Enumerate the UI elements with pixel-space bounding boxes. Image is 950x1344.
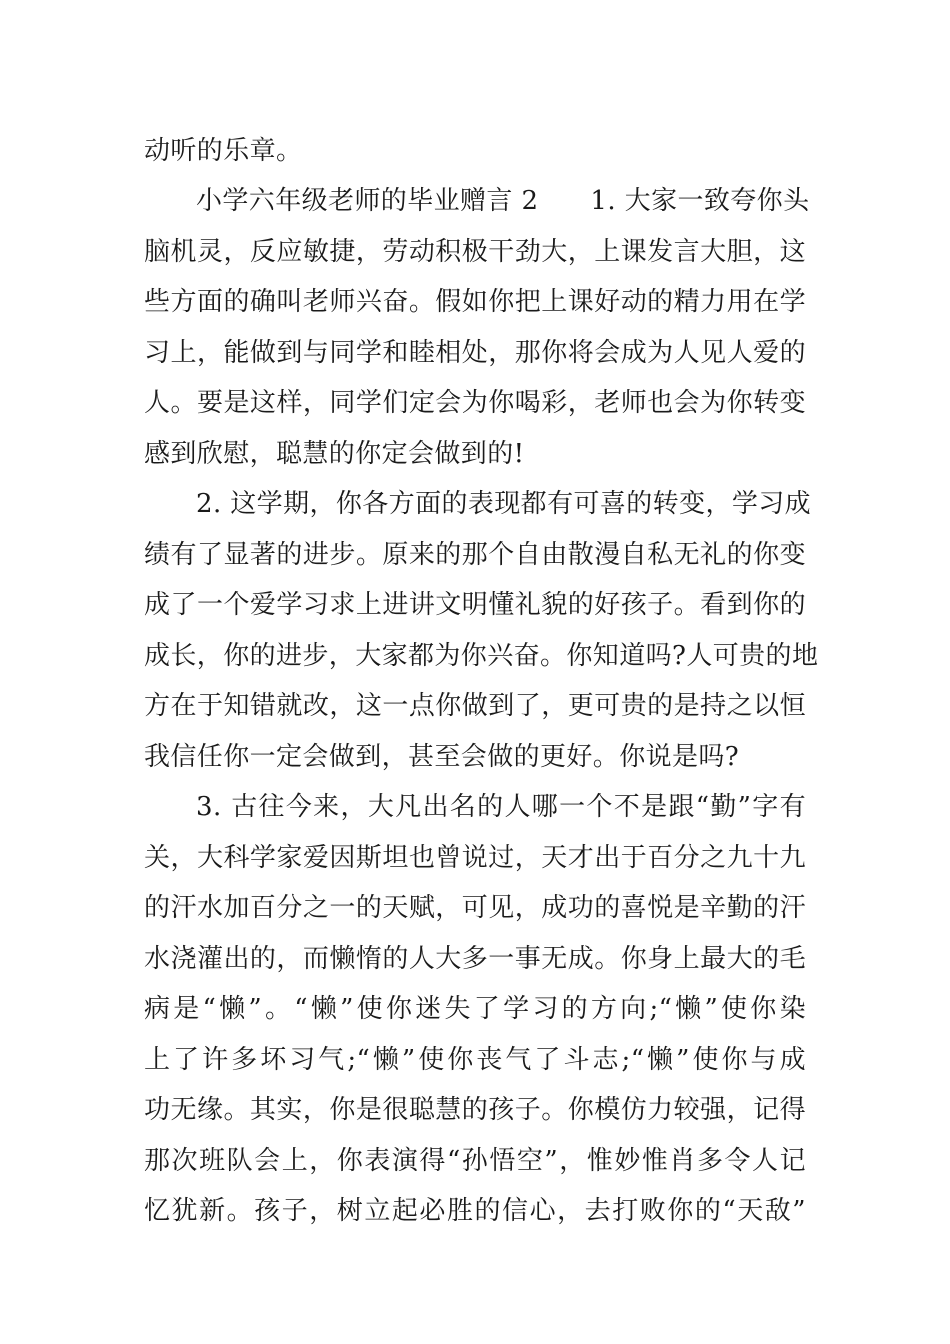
- text-line: 我信任你一定会做到，甚至会做的更好。你说是吗?: [144, 742, 740, 772]
- text-line: 成长，你的进步，大家都为你兴奋。你知道吗?人可贵的地: [144, 641, 819, 671]
- text-line: 病是“懒”。“懒”使你迷失了学习的方向;“懒”使你染: [144, 994, 806, 1024]
- text-line: 上了许多坏习气;“懒”使你丧气了斗志;“懒”使你与成: [144, 1045, 806, 1075]
- text-line: 小学六年级老师的毕业赠言 2 1. 大家一致夸你头: [196, 186, 810, 216]
- text-line: 人。要是这样，同学们定会为你喝彩，老师也会为你转变: [144, 388, 806, 418]
- text-line: 水浇灌出的，而懒惰的人大多一事无成。你身上最大的毛: [144, 944, 806, 974]
- text-line: 脑机灵，反应敏捷，劳动积极干劲大，上课发言大胆，这: [144, 237, 806, 267]
- text-line: 动听的乐章。: [144, 136, 303, 166]
- text-line: 绩有了显著的进步。原来的那个自由散漫自私无礼的你变: [144, 540, 806, 570]
- text-line: 成了一个爱学习求上进讲文明懂礼貌的好孩子。看到你的: [144, 590, 806, 620]
- text-line: 那次班队会上，你表演得“孙悟空”，惟妙惟肖多令人记: [144, 1146, 806, 1176]
- text-line: 的汗水加百分之一的天赋，可见，成功的喜悦是辛勤的汗: [144, 893, 806, 923]
- text-line: 3. 古往今来，大凡出名的人哪一个不是跟“勤”字有: [196, 792, 806, 822]
- text-line: 忆犹新。孩子，树立起必胜的信心，去打败你的“天敌”: [144, 1196, 806, 1226]
- text-line: 些方面的确叫老师兴奋。假如你把上课好动的精力用在学: [144, 287, 806, 317]
- text-line: 2. 这学期，你各方面的表现都有可喜的转变，学习成: [196, 489, 812, 519]
- text-line: 感到欣慰，聪慧的你定会做到的!: [144, 439, 525, 469]
- text-line: 关，大科学家爱因斯坦也曾说过，天才出于百分之九十九: [144, 843, 806, 873]
- text-line: 方在于知错就改，这一点你做到了，更可贵的是持之以恒: [144, 691, 806, 721]
- text-line: 习上，能做到与同学和睦相处，那你将会成为人见人爱的: [144, 338, 806, 368]
- text-line: 功无缘。其实，你是很聪慧的孩子。你模仿力较强，记得: [144, 1095, 806, 1125]
